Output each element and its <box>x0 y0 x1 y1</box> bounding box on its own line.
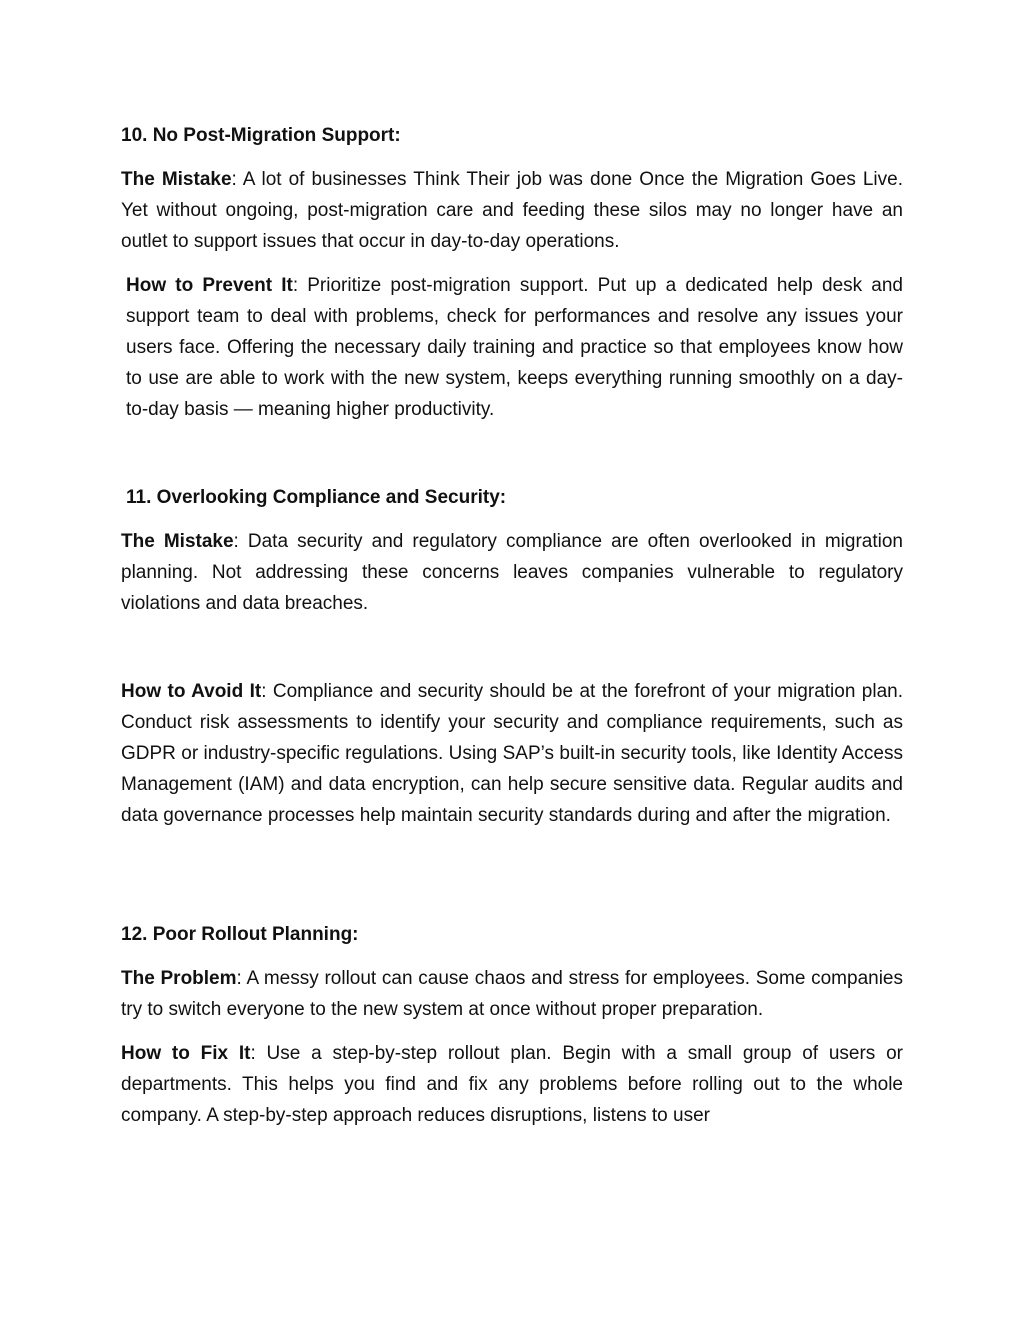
paragraph-text: : Use a step-by-step rollout plan. Begin with a small group of users or departments. This helps you find and fix any problems before rolling out to the whole company. A step-by-step approach reduces disruptions, listens to user <box>121 1043 903 1126</box>
paragraph-mistake-10 <box>121 164 903 257</box>
paragraph-text: : Compliance and security should be at the forefront of your migration plan. Conduct risk assessments to identify your security and compliance requirements, such as GDPR or industry-specific regulations. Using SAP’s built-in security tools, like Identity Access Management (IAM) and data encryption, can help secure sensitive data. Regular audits and data governance processes help maintain security standards during and after the migration. <box>121 681 903 826</box>
section-heading-10: 10. No Post-Migration Support: <box>121 125 401 146</box>
section-heading-11: 11. Overlooking Compliance and Security: <box>126 487 507 508</box>
paragraph-lead: How to Fix It <box>121 1043 251 1064</box>
paragraph-lead: How to Prevent It <box>126 275 293 296</box>
paragraph-lead: The Mistake <box>121 169 232 190</box>
paragraph-lead: How to Avoid It <box>121 681 262 702</box>
section-heading-12: 12. Poor Rollout Planning: <box>121 924 359 945</box>
document-page <box>121 120 903 1131</box>
paragraph-text: : Prioritize post-migration support. Put up a dedicated help desk and support team to deal with problems, check for performances and resolve any issues your users face. Offering the necessary daily training and practice so that employees know how to use are able to work with the new system, keeps everything running smoothly on a day-to-day basis — meaning higher productivity. <box>126 275 903 420</box>
paragraph-mistake-11 <box>121 526 903 619</box>
paragraph-lead: The Problem <box>121 968 237 989</box>
paragraph-avoid-11 <box>121 676 903 831</box>
paragraph-text: : A messy rollout can cause chaos and stress for employees. Some companies try to switch everyone to the new system at once without proper preparation. <box>121 968 904 1020</box>
paragraph-problem-12 <box>121 963 903 1025</box>
paragraph-lead: The Mistake <box>121 531 234 552</box>
paragraph-prevent-10 <box>121 270 903 425</box>
paragraph-text: : A lot of businesses Think Their job was done Once the Migration Goes Live. Yet without ongoing, post-migration care and feeding these silos may no longer have an outlet to support issues that occur in day-to-day operations. <box>121 169 903 252</box>
paragraph-text: : Data security and regulatory compliance are often overlooked in migration planning. Not addressing these concerns leaves companies vulnerable to regulatory violations and data breaches. <box>121 531 903 614</box>
paragraph-fix-12 <box>121 1038 903 1131</box>
